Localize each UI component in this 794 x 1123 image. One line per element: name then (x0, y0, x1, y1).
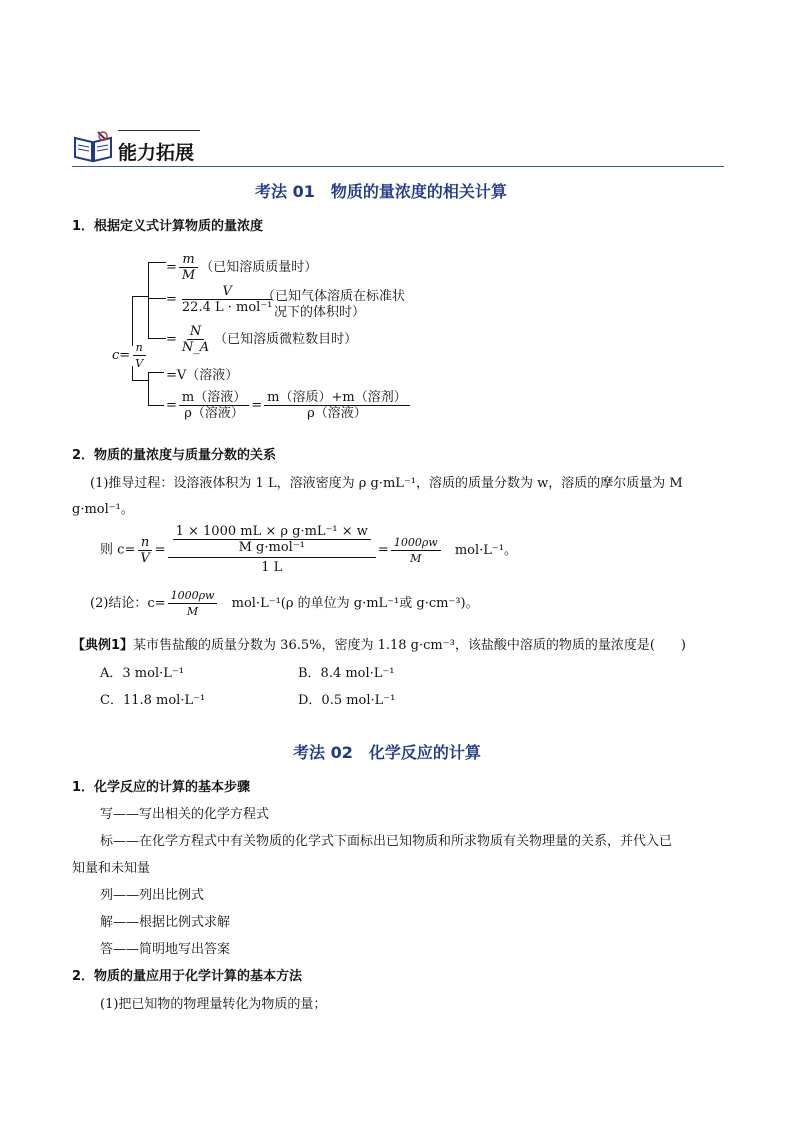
step-solve: 解——根据比例式求解 (100, 915, 231, 930)
section1-title: 考法 01 物质的量浓度的相关计算 (255, 182, 507, 201)
banner-rule (72, 166, 724, 167)
option-b: B．8.4 mol·L⁻¹ (298, 666, 395, 681)
tree-branch-mass: = $\frac{m}{M}$ （已知溶质质量时） (166, 252, 318, 283)
section1-heading-2: 2．物质的量浓度与质量分数的关系 (72, 448, 277, 463)
example-1: 【典例1】某市售盐酸的质量分数为 36.5%，密度为 1.18 g·cm⁻³，该盐酸中溶质的物质的量浓度是( ) (72, 638, 686, 653)
derivation-text: (1)推导过程：设溶液体积为 1 L，溶液密度为 ρ g·mL⁻¹，溶质的质量分数为 w，溶质的摩尔质量为 M (90, 476, 683, 491)
method-text: (1)把已知物的物理量转化为物质的量； (100, 997, 327, 1012)
book-icon (72, 128, 114, 164)
tree-branch-volume: =V（溶液） (166, 368, 239, 383)
step-mark: 标——在化学方程式中有关物质的化学式下面标出已知物质和所求物质有关物理量的关系，并代入已 (100, 834, 673, 849)
tree-branch-density: = $\frac{\text{m（溶液）}}{\text{ρ（溶液）}}$ = $\frac{\text{m（溶质）+m（溶剂）}}{\text{ρ（溶液）}}$ (166, 390, 412, 421)
step-mark-cont: 知量和未知量 (72, 861, 151, 876)
tree-branch-particles: = $\frac{N}{N\_A}$ （已知溶质微粒数目时） (166, 324, 358, 355)
option-a: A．3 mol·L⁻¹ (100, 666, 184, 681)
option-d: D．0.5 mol·L⁻¹ (298, 693, 396, 708)
derivation-text-cont: g·mol⁻¹。 (72, 502, 134, 517)
section2-heading-2: 2．物质的量应用于化学计算的基本方法 (72, 969, 303, 984)
banner-title: 能力拓展 (118, 142, 195, 164)
step-list: 列——列出比例式 (100, 888, 205, 903)
step-write: 写——写出相关的化学方程式 (100, 807, 270, 822)
tree-root: c= $\frac{n}{V}$ (112, 340, 148, 371)
step-answer: 答——简明地写出答案 (100, 942, 231, 957)
section1-heading-1: 1．根据定义式计算物质的量浓度 (72, 219, 264, 234)
section2-heading-1: 1．化学反应的计算的基本步骤 (72, 780, 251, 795)
tree-branch-gas: = $\frac{V}{\text{22.4 L · mol⁻¹}}$ (166, 284, 273, 315)
tree-branch-gas-note: （已知气体溶质在标准状 况下的体积时） (262, 289, 406, 320)
banner-top-rule (118, 130, 200, 131)
option-c: C．11.8 mol·L⁻¹ (100, 693, 206, 708)
conclusion-formula: (2)结论：c= $\frac{1000\rho w}{M}$ mol·L⁻¹(ρ 的单位为 g·mL⁻¹或 g·cm⁻³)。 (90, 589, 479, 618)
derivation-formula: 则 c= $\frac{n}{V}$ = $\frac{\frac{\text{1 × 1000 mL × ρ g·mL⁻¹ × w}}{\text{M g·mol⁻¹}}}{1 L}$ = $\frac{1000\rho w}{M}$ mol·L⁻¹。 (100, 524, 518, 575)
section2-title: 考法 02 化学反应的计算 (293, 743, 481, 762)
